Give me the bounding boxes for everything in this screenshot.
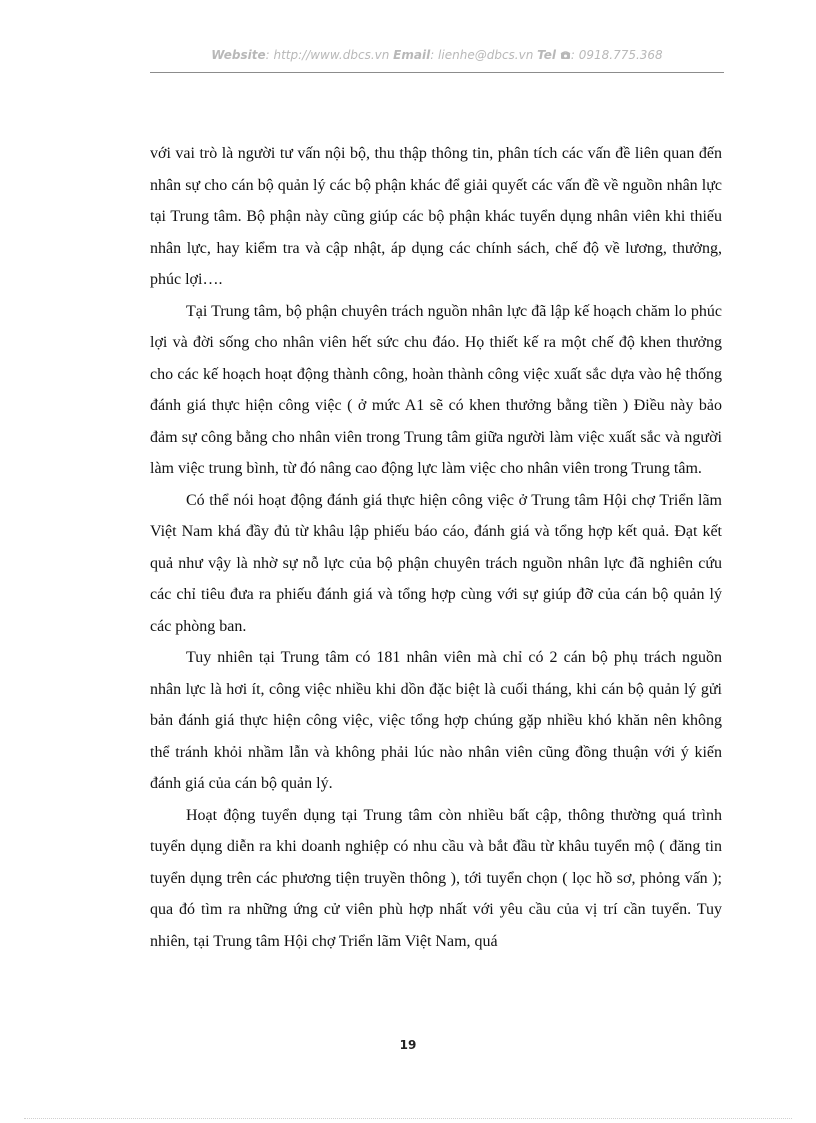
email-label: Email [393, 48, 431, 62]
paragraph-3: Có thể nói hoạt động đánh giá thực hiện công việc ở Trung tâm Hội chợ Triển lãm Việt Nam khá đầy đủ từ khâu lập phiếu báo cáo, đánh giá và tổng hợp kết quả. Đạt kết quả như vậy là nhờ sự nỗ lực của bộ phận chuyên trách nguồn nhân lực đã nghiên cứu các chỉ tiêu đưa ra phiếu đánh giá và tổng hợp cùng với sự giúp đỡ của cán bộ quản lý các phòng ban. [150, 491, 722, 635]
tel-value: : 0918.775.368 [570, 48, 663, 62]
page-number: 19 [399, 1038, 417, 1052]
website-label: Website [211, 48, 266, 62]
tel-label: Tel [537, 48, 557, 62]
header-divider [150, 72, 724, 73]
email-value[interactable]: : lienhe@dbcs.vn [430, 48, 534, 62]
page-header [150, 48, 724, 72]
paragraph-4: Tuy nhiên tại Trung tâm có 181 nhân viên mà chỉ có 2 cán bộ phụ trách nguồn nhân lực là hơi ít, công việc nhiều khi dồn đặc biệt là cuối tháng, khi cán bộ quản lý gửi bản đánh giá thực hiện công việc, việc tổng hợp chúng gặp nhiều khó khăn nên không thể tránh khỏi nhầm lẫn và không phải lúc nào nhân viên cũng đồng thuận với ý kiến đánh giá của cán bộ quản lý. [150, 649, 722, 792]
page-bottom-border [24, 1118, 792, 1119]
paragraph-5: Hoạt động tuyển dụng tại Trung tâm còn nhiều bất cập, thông thường quá trình tuyển dụng diễn ra khi doanh nghiệp có nhu cầu và bắt đầu từ khâu tuyển mộ ( đăng tin tuyển dụng trên các phương tiện truyền thông ), tới tuyển chọn ( lọc hồ sơ, phỏng vấn ); qua đó tìm ra những ứng cử viên phù hợp nhất với yêu cầu của vị trí cần tuyển. Tuy nhiên, tại Trung tâm Hội chợ Triển lãm Việt Nam, quá [150, 806, 722, 950]
paragraph-2: Tại Trung tâm, bộ phận chuyên trách nguồn nhân lực đã lập kế hoạch chăm lo phúc lợi và đời sống cho nhân viên hết sức chu đáo. Họ thiết kế ra một chế độ khen thưởng cho các kế hoạch hoạt động thành công, hoàn thành công việc xuất sắc dựa vào hệ thống đánh giá thực hiện công việc ( ở mức A1 sẽ có khen thưởng bằng tiền ) Điều này bảo đảm sự công bằng cho nhân viên trong Trung tâm giữa người làm việc xuất sắc và người làm việc trung bình, từ đó nâng cao động lực làm việc cho nhân viên trong Trung tâm. [150, 302, 722, 477]
website-value[interactable]: : http://www.dbcs.vn [265, 48, 390, 62]
phone-icon [560, 48, 571, 62]
document-body [150, 138, 722, 957]
paragraph-1: với vai trò là người tư vấn nội bộ, thu thập thông tin, phân tích các vấn đề liên quan đến nhân sự cho cán bộ quản lý các bộ phận khác để giải quyết các vấn đề về nguồn nhân lực tại Trung tâm. Bộ phận này cũng giúp các bộ phận khác tuyển dụng nhân viên khi thiếu nhân lực, hay kiểm tra và cập nhật, áp dụng các chính sách, chế độ về lương, thưởng, phúc lợi…. [150, 145, 722, 288]
